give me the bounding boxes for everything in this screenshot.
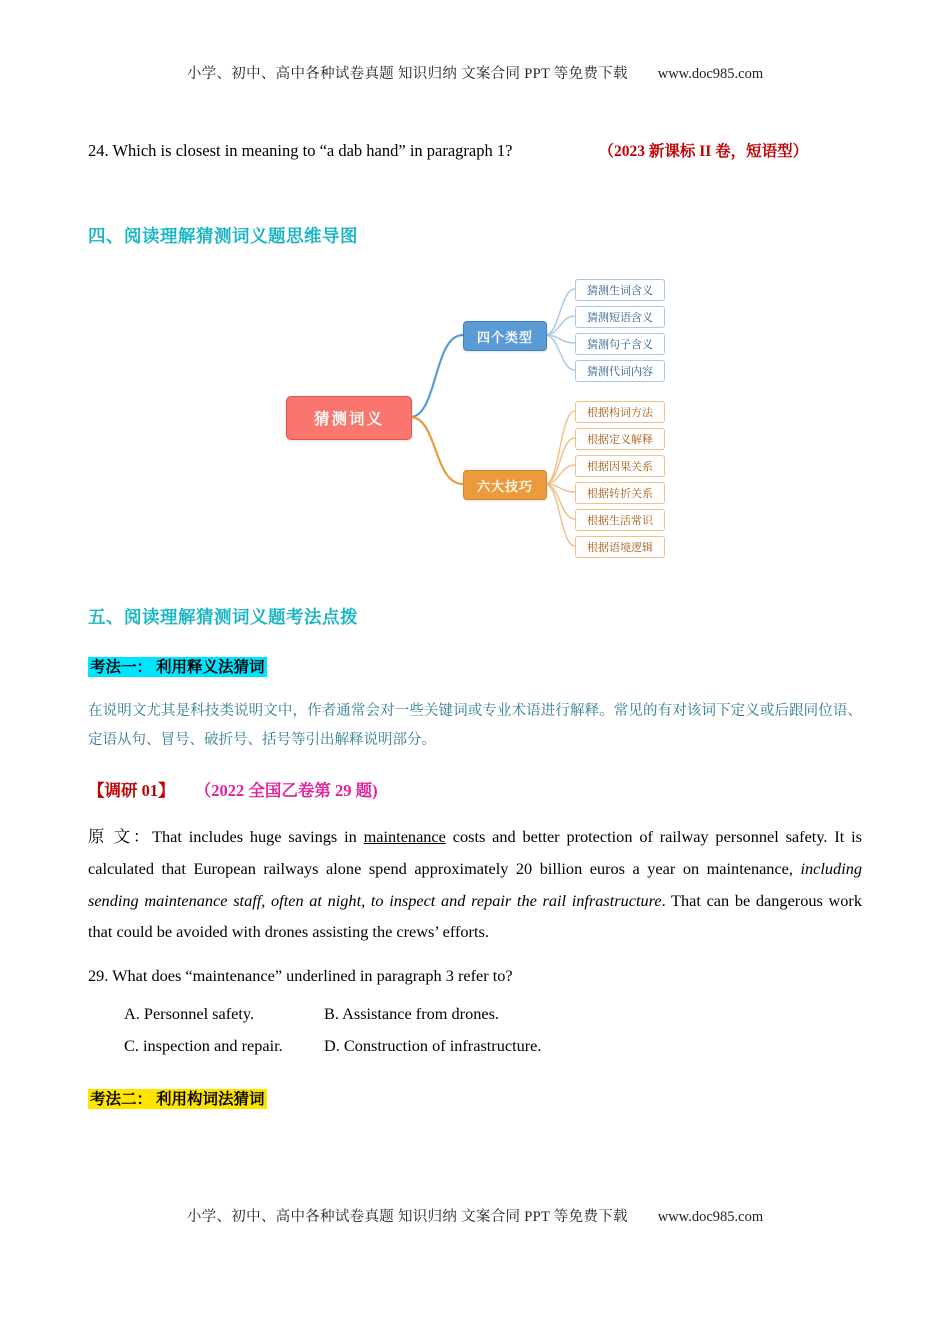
mindmap-leaf: 根据定义解释	[575, 428, 665, 450]
mindmap-leaf: 根据转折关系	[575, 482, 665, 504]
passage-label: 原 文：	[88, 827, 153, 846]
mindmap-diagram	[88, 270, 862, 570]
page-footer	[0, 1205, 950, 1226]
method-1-paragraph: 在说明文尤其是科技类说明文中，作者通常会对一些关键词或专业术语进行解释。常见的有对该词下定义或后跟同位语、定语从句、冒号、破折号、括号等引出解释说明部分。	[88, 703, 862, 748]
footer-text: 小学、初中、高中各种试卷真题 知识归纳 文案合同 PPT 等免费下载	[186, 1209, 628, 1225]
method-1-label: 考法一：	[90, 658, 153, 676]
option-a: A. Personnel safety.	[124, 1003, 255, 1023]
option-row	[88, 998, 862, 1030]
mindmap-connectors	[88, 270, 868, 570]
option-c: C. inspection and repair.	[124, 1035, 283, 1055]
method-1-heading	[88, 655, 862, 677]
section-4-title: 四、阅读理解猜测词义题思维导图	[88, 227, 358, 247]
passage-part-1: That includes huge savings in	[152, 827, 364, 846]
mindmap-leaf: 根据语境逻辑	[575, 536, 665, 558]
mindmap-leaf: 猜测短语含义	[575, 306, 665, 328]
passage-underlined-word: maintenance	[363, 827, 446, 846]
option-d: D. Construction of infrastructure.	[324, 1035, 542, 1055]
mindmap-branch-skills: 六大技巧	[463, 470, 547, 500]
header-url: www.doc985.com	[657, 66, 764, 82]
question-29-options	[88, 998, 862, 1062]
passage-part-2: costs and better protection of railway personnel safety. It is calculated that European railways alone spend approximately 20 billion euros a year on maintenance,	[88, 827, 862, 878]
option-row	[88, 1030, 862, 1062]
mindmap-center-node: 猜测词义	[286, 396, 412, 440]
question-29-stem: 29. What does “maintenance” underlined in paragraph 3 refer to?	[88, 966, 513, 986]
probe-source: （2022 全国乙卷第 29 题)	[194, 781, 378, 800]
passage-part-3: . That can be dangerous work that could be avoided with drones assisting the crews’ efforts.	[88, 890, 862, 942]
option-b: B. Assistance from drones.	[324, 1003, 499, 1023]
method-2-heading	[88, 1087, 862, 1109]
header-text: 小学、初中、高中各种试卷真题 知识归纳 文案合同 PPT 等免费下载	[186, 66, 628, 82]
mindmap-leaf: 猜测句子含义	[575, 333, 665, 355]
footer-url: www.doc985.com	[657, 1209, 764, 1225]
probe-line	[88, 777, 862, 801]
mindmap-leaf: 根据生活常识	[575, 509, 665, 531]
mindmap-leaf: 猜测代词内容	[575, 360, 665, 382]
method-2-label: 考法二：	[90, 1090, 153, 1109]
mindmap-branch-types: 四个类型	[463, 321, 547, 351]
question-24-row	[88, 139, 862, 161]
question-24-source-tag: （2023 新课标 II 卷，短语型）	[598, 143, 809, 160]
mindmap-leaf: 猜测生词含义	[575, 279, 665, 301]
method-1-title: 利用释义法猜词	[156, 658, 265, 676]
probe-label: 【调研 01】	[88, 781, 175, 800]
mindmap-leaf: 根据因果关系	[575, 455, 665, 477]
mindmap-leaf: 根据构词方法	[575, 401, 665, 423]
page-header	[88, 0, 862, 83]
passage-text	[88, 821, 862, 948]
question-24-text: 24. Which is closest in meaning to “a dab hand” in paragraph 1?	[88, 141, 513, 160]
method-2-title: 利用构词法猜词	[156, 1090, 265, 1109]
section-5-title: 五、阅读理解猜测词义题考法点拨	[88, 608, 358, 628]
passage-italic-clause: including sending maintenance staff, often at night, to inspect and repair the rail infrastructure	[88, 858, 862, 910]
